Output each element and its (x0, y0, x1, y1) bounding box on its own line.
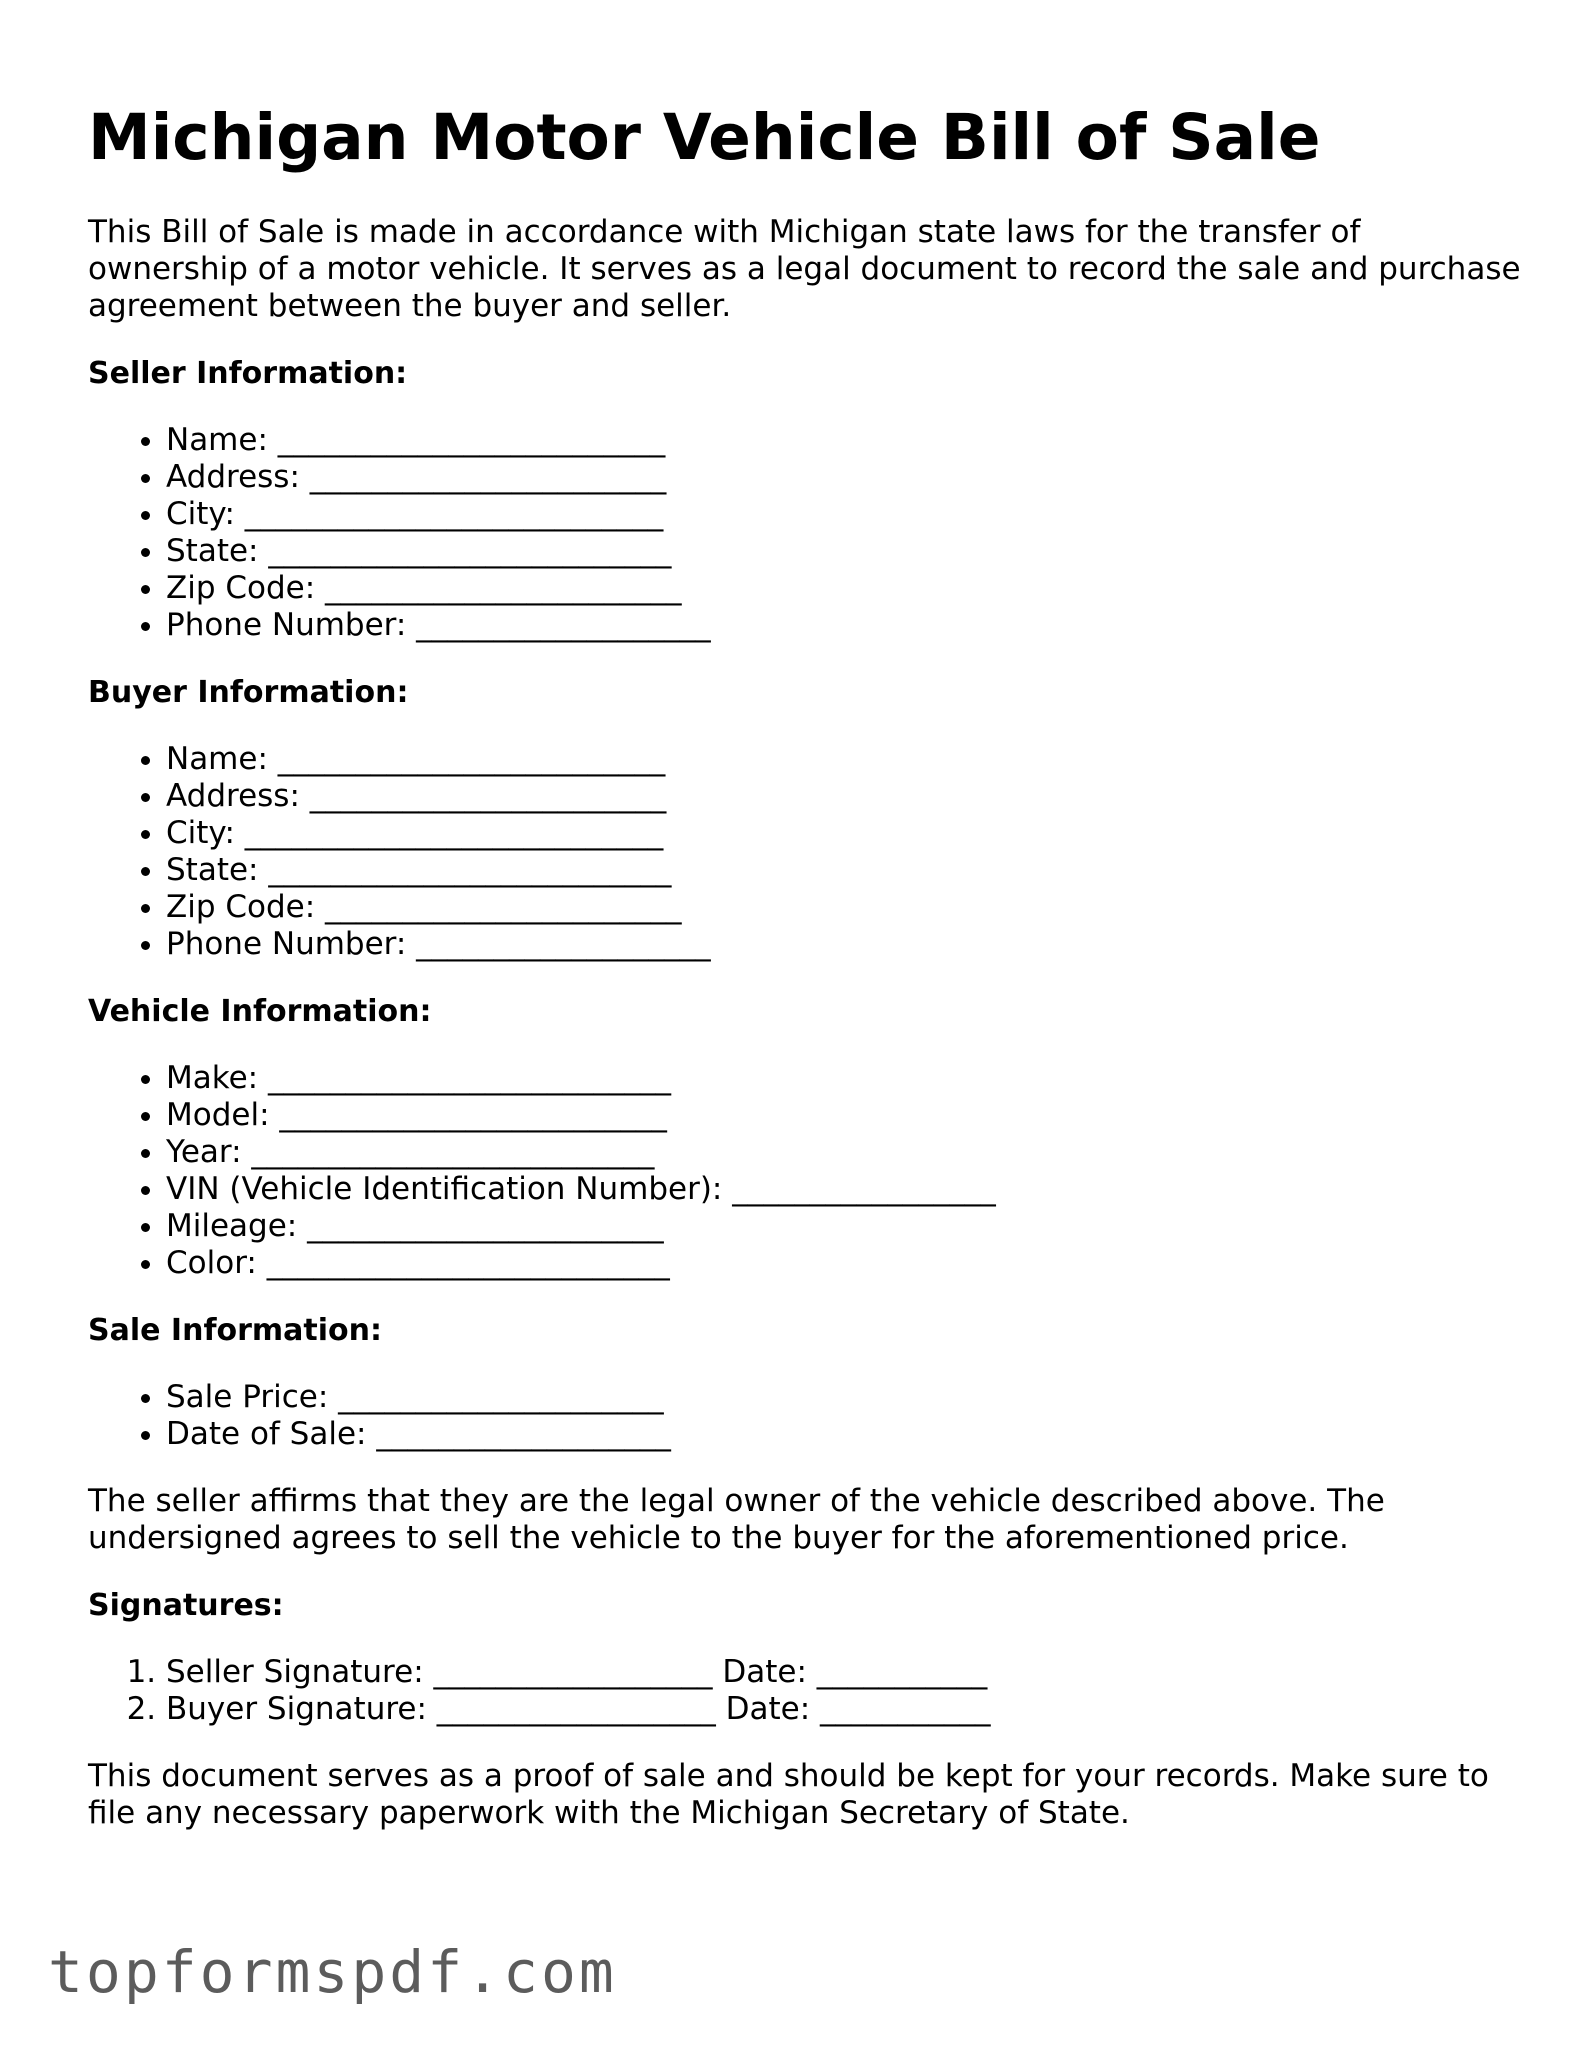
signatures-list (88, 1654, 1528, 1728)
seller-list (88, 422, 1528, 644)
seller-city-field: • City: ___________________________ (166, 496, 1528, 533)
closing-paragraph: This document serves as a proof of sale and should be kept for your records. Make sure to file any necessary paperwork with the Michigan Secretary of State. (88, 1757, 1489, 1831)
seller-zip-field: • Zip Code: _______________________ (166, 570, 1528, 607)
watermark-text: topformspdf.com (48, 1938, 617, 2006)
intro-paragraph: This Bill of Sale is made in accordance with Michigan state laws for the transfer of ownership of a motor vehicle. It serves as a legal document to record the sale and purchase agreement between the buyer and seller. (88, 213, 1521, 324)
buyer-list (88, 741, 1528, 963)
vehicle-heading: Vehicle Information: (88, 993, 432, 1029)
sale-heading: Sale Information: (88, 1312, 382, 1348)
buyer-address-field: • Address: _______________________ (166, 778, 1528, 815)
seller-state-field: • State: __________________________ (166, 533, 1528, 570)
vehicle-make-field: • Make: __________________________ (166, 1060, 1528, 1097)
vehicle-color-field: • Color: __________________________ (166, 1245, 1528, 1282)
vehicle-mileage-field: • Mileage: _______________________ (166, 1208, 1528, 1245)
buyer-phone-field: • Phone Number: ___________________ (166, 926, 1528, 963)
buyer-city-field: • City: ___________________________ (166, 815, 1528, 852)
signatures-heading: Signatures: (88, 1587, 284, 1623)
affirmation-paragraph: The seller affirms that they are the legal owner of the vehicle described above. The undersigned agrees to sell the vehicle to the buyer for the aforementioned price. (88, 1482, 1385, 1556)
sale-date-field: • Date of Sale: ___________________ (166, 1416, 1528, 1453)
buyer-zip-field: • Zip Code: _______________________ (166, 889, 1528, 926)
seller-phone-field: • Phone Number: ___________________ (166, 607, 1528, 644)
seller-signature-field: 1. Seller Signature: __________________ Date: ___________ (166, 1654, 1528, 1691)
sale-list (88, 1379, 1528, 1453)
vehicle-model-field: • Model: _________________________ (166, 1097, 1528, 1134)
vehicle-vin-field: • VIN (Vehicle Identification Number): _________________ (166, 1171, 1528, 1208)
document-page (88, 100, 1528, 1862)
seller-heading: Seller Information: (88, 355, 408, 391)
vehicle-year-field: • Year: __________________________ (166, 1134, 1528, 1171)
document-title: Michigan Motor Vehicle Bill of Sale (88, 101, 1321, 174)
buyer-state-field: • State: __________________________ (166, 852, 1528, 889)
buyer-name-field: • Name: _________________________ (166, 741, 1528, 778)
buyer-heading: Buyer Information: (88, 674, 409, 710)
sale-price-field: • Sale Price: _____________________ (166, 1379, 1528, 1416)
vehicle-list (88, 1060, 1528, 1282)
seller-address-field: • Address: _______________________ (166, 459, 1528, 496)
seller-name-field: • Name: _________________________ (166, 422, 1528, 459)
buyer-signature-field: 2. Buyer Signature: __________________ Date: ___________ (166, 1691, 1528, 1728)
